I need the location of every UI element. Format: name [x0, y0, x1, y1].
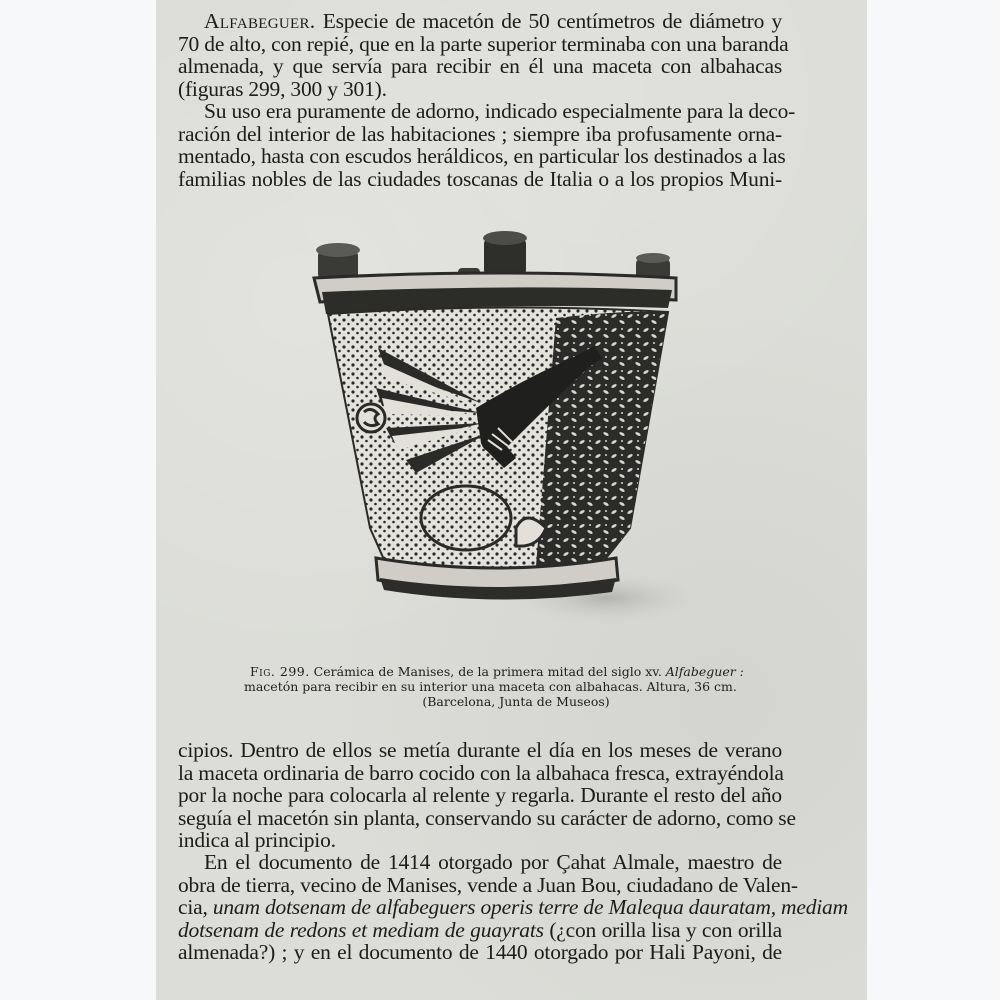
text-line: indica al principio.	[178, 828, 336, 852]
text-line: la maceta ordinaria de barro cocido con la albahaca fresca, extrayéndola	[178, 760, 784, 785]
paragraph-municipios-continuation	[178, 738, 796, 852]
entry-term: Alfabeguer.	[204, 9, 316, 33]
text-line: almenada?) ; y en el documento de 1440 otorgado por Hali Payoni, de	[178, 940, 782, 964]
text-line: 70 de alto, con repié, que en la parte superior terminaba con una baranda	[178, 31, 789, 56]
text-line: (figuras 299, 300 y 301).	[178, 76, 387, 101]
text-line: mentado, hasta con escudos heráldicos, en particular los destinados a las	[178, 144, 786, 168]
caption-line: Fig. 299. Cerámica de Manises, de la primera mitad del siglo xv. Alfabeguer :	[250, 664, 744, 679]
figure-alfabeguer-photo	[306, 228, 706, 648]
text-line: familias nobles de las ciudades toscanas de Italia o a los propios Muni-	[178, 166, 782, 191]
text-line: cia, unam dotsenam de alfabeguers operis terre de Malequa dauratam, mediam	[178, 895, 848, 919]
figure-label: Fig. 299.	[250, 664, 310, 679]
paragraph-uso-adorno	[178, 99, 796, 191]
text-line: obra de tierra, vecino de Manises, vende a Juan Bou, ciudadano de Valen-	[178, 872, 798, 897]
text-line: Alfabeguer. Especie de macetón de 50 centímetros de diámetro y	[204, 9, 782, 33]
text-line: por la noche para colocarla al relente y regarla. Durante el resto del año	[178, 783, 782, 807]
text-line: cipios. Dentro de ellos se metía durante el día en los meses de verano	[178, 738, 782, 762]
text-line: Su uso era puramente de adorno, indicado especialmente para la deco-	[204, 99, 796, 123]
paragraph-alfabeguer-definition	[178, 9, 789, 101]
text-line: En el documento de 1414 otorgado por Çahat Almale, maestro de	[204, 850, 782, 874]
figure-caption	[236, 664, 796, 709]
caption-line: (Barcelona, Junta de Museos)	[422, 694, 610, 709]
text-line: almenada, y que servía para recibir en él una maceta con albahacas	[178, 54, 782, 78]
text-line: dotsenam de redons et mediam de guayrats (¿con orilla lisa y con orilla	[178, 917, 782, 942]
book-page	[156, 0, 867, 1000]
text-line: seguía el macetón sin planta, conservando su carácter de adorno, como se	[178, 805, 796, 830]
paragraph-documento-1414	[178, 850, 848, 964]
ceramic-vessel-illustration	[306, 228, 706, 648]
caption-line: macetón para recibir en su interior una maceta con albahacas. Altura, 36 cm.	[244, 679, 737, 694]
text-line: ración del interior de las habitaciones ; siempre iba profusamente orna-	[178, 121, 782, 146]
